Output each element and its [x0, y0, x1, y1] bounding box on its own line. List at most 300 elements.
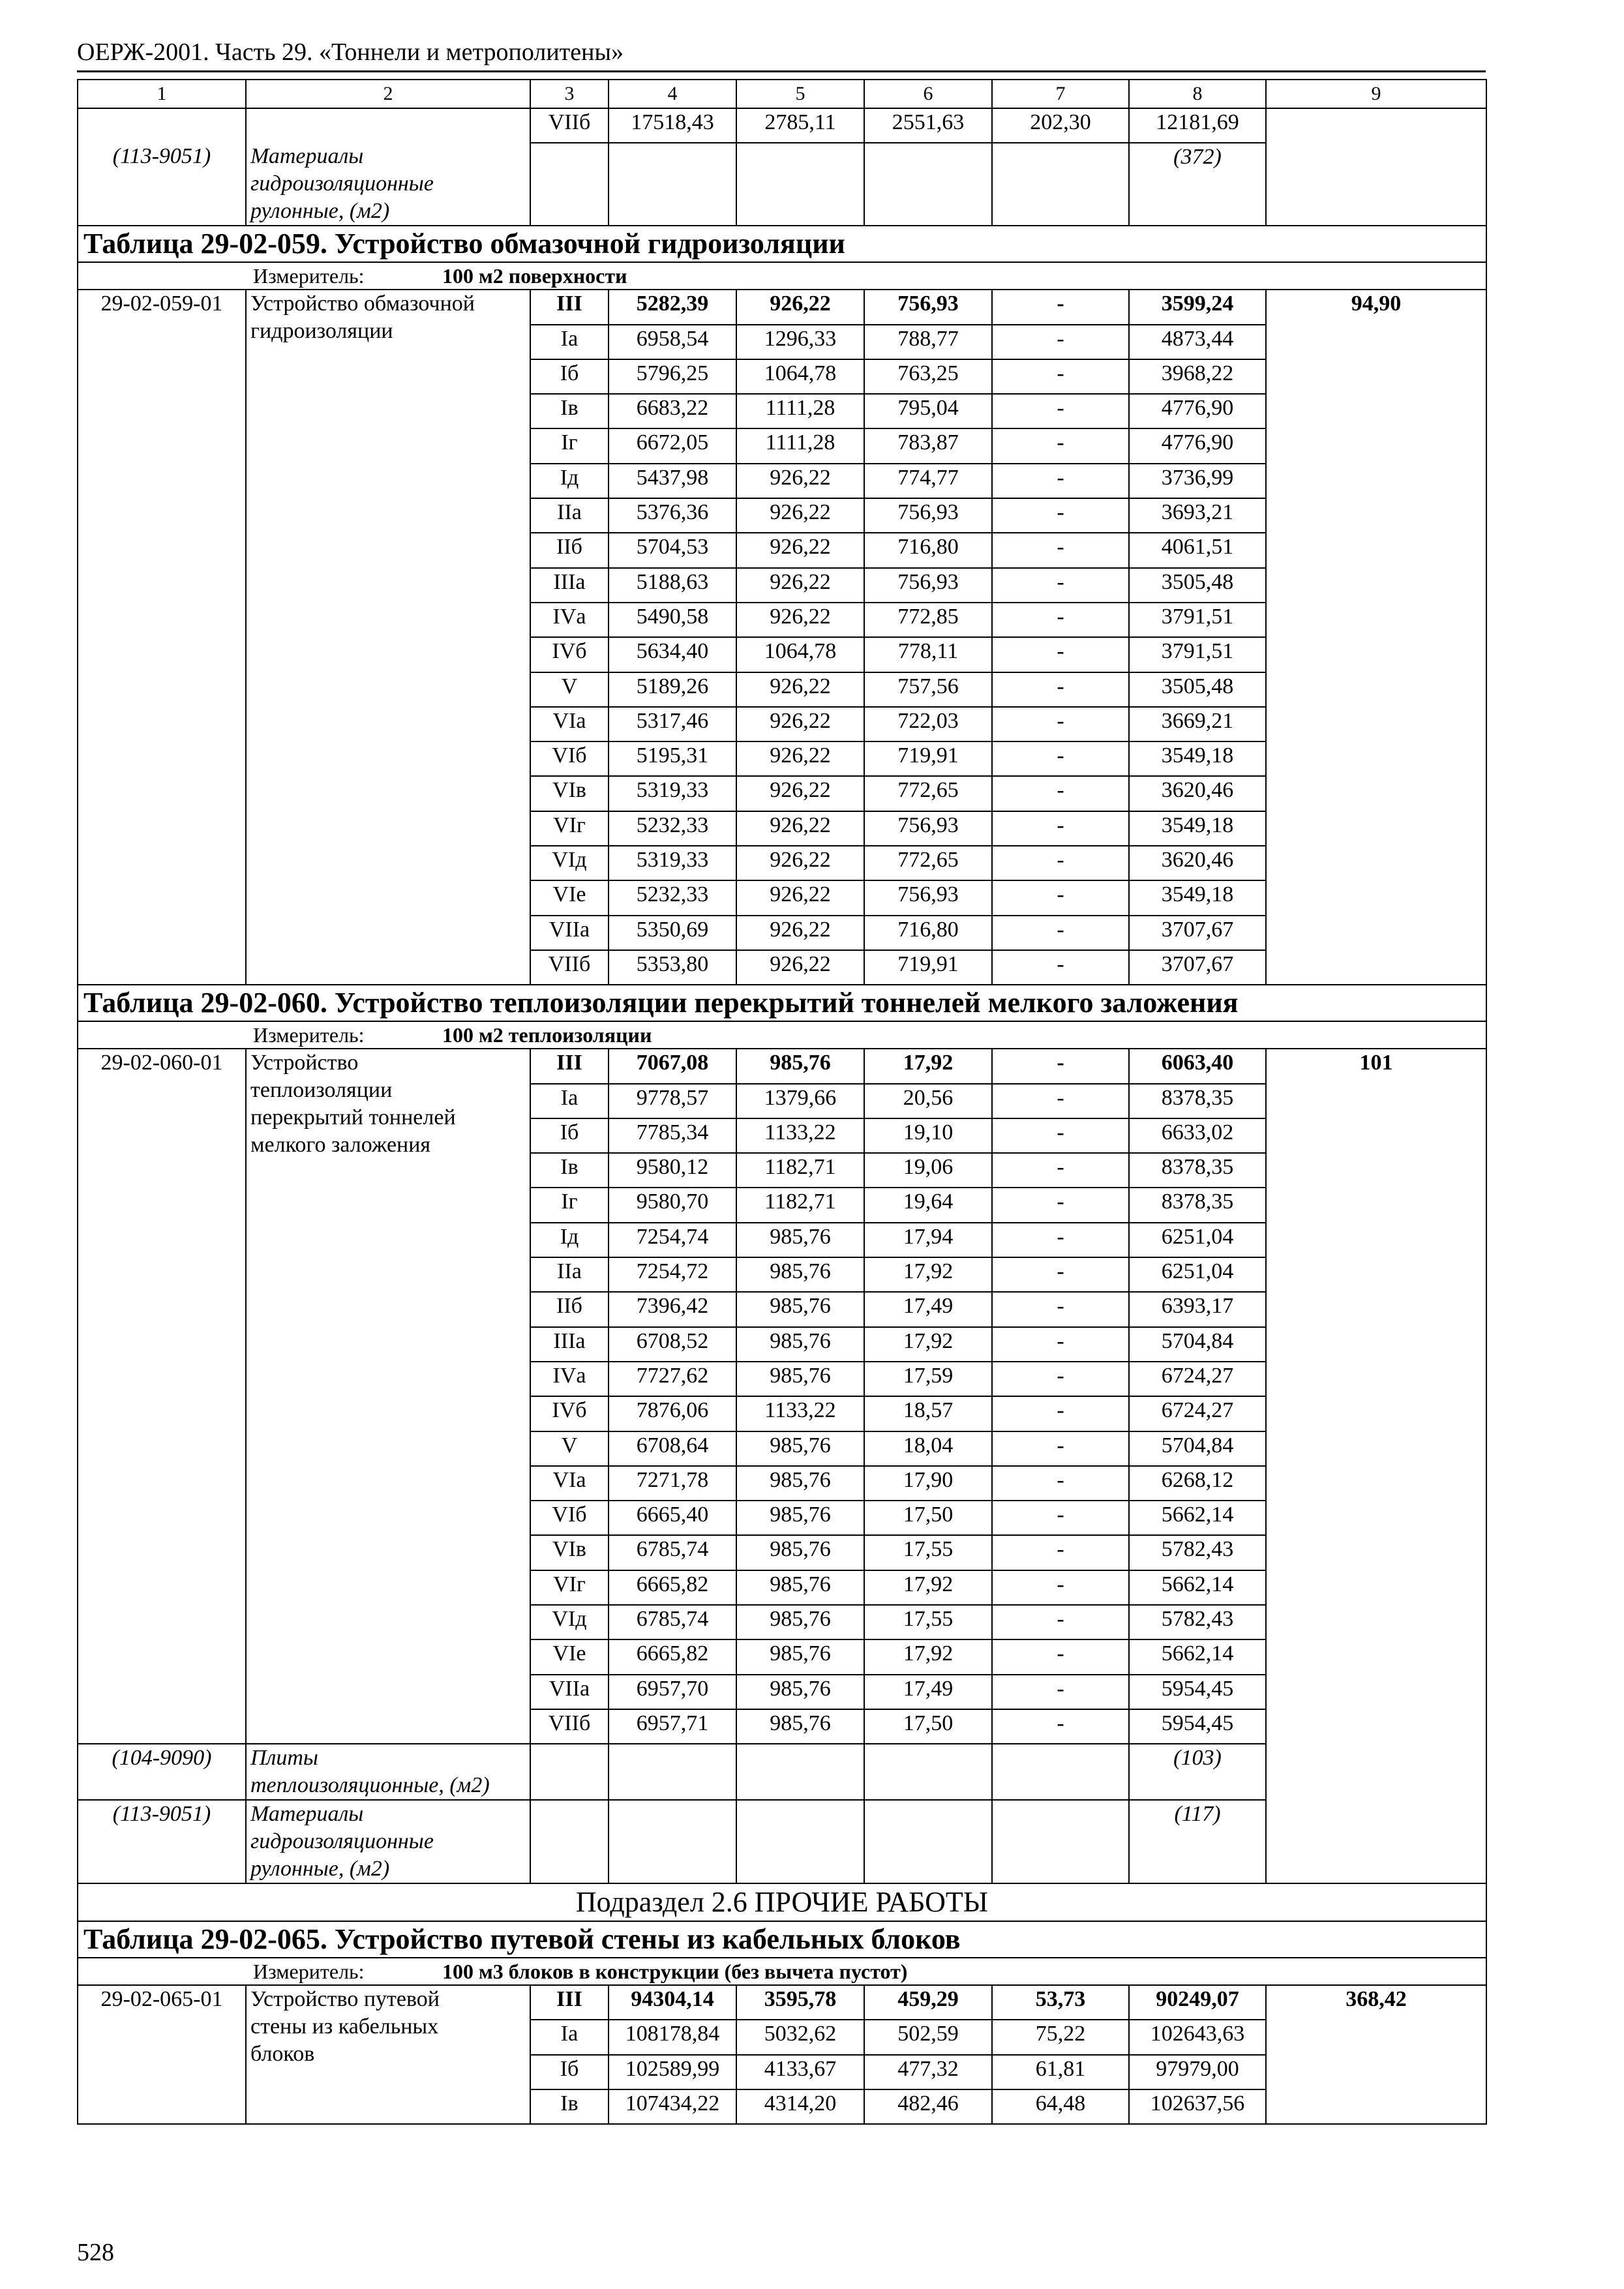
value-c7: -: [992, 1709, 1129, 1744]
value-c7: -: [992, 776, 1129, 811]
value-c6: 17,92: [864, 1639, 992, 1674]
value-c4: 5317,46: [609, 707, 736, 741]
value-c5: 4314,20: [736, 2089, 864, 2124]
zone-cell: Iа: [530, 325, 609, 359]
value-c8: 5662,14: [1129, 1639, 1266, 1674]
rates-table-body: [78, 80, 1486, 2124]
name-line: мелкого заложения: [250, 1133, 431, 1158]
zone-cell: VIа: [530, 1466, 609, 1501]
value-c6: 756,93: [864, 290, 992, 324]
value-c4: 5350,69: [609, 916, 736, 950]
value-c7: -: [992, 1084, 1129, 1118]
value-c7: -: [992, 846, 1129, 880]
value-c4: 6957,71: [609, 1709, 736, 1744]
zone-cell: VIд: [530, 846, 609, 880]
name-line: теплоизоляции: [250, 1078, 393, 1103]
table-row: [78, 1985, 1486, 2020]
value-c8: 4061,51: [1129, 533, 1266, 567]
value-c6: 19,06: [864, 1153, 992, 1188]
value-c5: 985,76: [736, 1327, 864, 1362]
name-line: Устройство путевой: [250, 1987, 440, 2012]
value-c5: 926,22: [736, 672, 864, 707]
value-c4: 5437,98: [609, 464, 736, 498]
zone-cell: Iв: [530, 2089, 609, 2124]
value-c5: 5032,62: [736, 2020, 864, 2054]
value-c7: -: [992, 811, 1129, 846]
value-c5: [736, 1744, 864, 1800]
zone-cell: [530, 143, 609, 226]
zone-cell: IIIа: [530, 1327, 609, 1362]
zone-cell: Iг: [530, 1188, 609, 1222]
value-c6: 756,93: [864, 811, 992, 846]
value-c4: 5189,26: [609, 672, 736, 707]
zone-cell: VIг: [530, 811, 609, 846]
value-c8: 3791,51: [1129, 603, 1266, 637]
value-c6: 17,59: [864, 1362, 992, 1396]
value-c6: 19,10: [864, 1118, 992, 1153]
zone-cell: VIб: [530, 1501, 609, 1535]
column-number: 5: [736, 80, 864, 108]
value-c6: [864, 1800, 992, 1883]
value-c5: 985,76: [736, 1362, 864, 1396]
value-c8: 3549,18: [1129, 811, 1266, 846]
value-c5: 926,22: [736, 533, 864, 567]
material-row: [78, 143, 1486, 226]
value-c4: 6785,74: [609, 1535, 736, 1570]
zone-cell: Iд: [530, 464, 609, 498]
value-c6: 756,93: [864, 568, 992, 603]
name-line: стены из кабельных: [250, 2014, 439, 2039]
value-c8: 12181,69: [1129, 108, 1266, 143]
value-c4: 6672,05: [609, 428, 736, 463]
zone-cell: VIIб: [530, 950, 609, 985]
value-c5: 926,22: [736, 846, 864, 880]
value-c5: 1111,28: [736, 428, 864, 463]
value-c6: 17,94: [864, 1223, 992, 1257]
value-c7: -: [992, 1327, 1129, 1362]
value-c7: -: [992, 1153, 1129, 1188]
measure-row: [78, 1958, 1486, 1985]
value-c4: 94304,14: [609, 1985, 736, 2020]
value-c7: -: [992, 325, 1129, 359]
value-c5: 985,76: [736, 1431, 864, 1466]
value-c7: -: [992, 428, 1129, 463]
value-c6: 17,92: [864, 1570, 992, 1605]
value-c4: 9580,12: [609, 1153, 736, 1188]
zone-cell: IIа: [530, 1257, 609, 1292]
value-c4: 5796,25: [609, 359, 736, 394]
value-c5: 926,22: [736, 950, 864, 985]
value-c5: 985,76: [736, 1501, 864, 1535]
value-c5: 4133,67: [736, 2055, 864, 2089]
value-c7: -: [992, 464, 1129, 498]
material-name: [246, 1744, 530, 1800]
value-c8: 3669,21: [1129, 707, 1266, 741]
value-c7: -: [992, 1188, 1129, 1222]
value-c8: 97979,00: [1129, 2055, 1266, 2089]
value-c4: 6665,82: [609, 1639, 736, 1674]
value-c5: 1379,66: [736, 1084, 864, 1118]
value-c4: 7271,78: [609, 1466, 736, 1501]
value-c7: -: [992, 1396, 1129, 1431]
value-c8: 4873,44: [1129, 325, 1266, 359]
value-c5: 1133,22: [736, 1118, 864, 1153]
value-c7: [992, 1744, 1129, 1800]
value-c5: 1182,71: [736, 1153, 864, 1188]
value-c8: 5954,45: [1129, 1709, 1266, 1744]
zone-cell: [530, 1744, 609, 1800]
value-c8: 3505,48: [1129, 672, 1266, 707]
zone-cell: Iб: [530, 359, 609, 394]
value-c5: 926,22: [736, 603, 864, 637]
zone-cell: III: [530, 1049, 609, 1083]
measure-label: Измеритель:: [253, 264, 365, 288]
value-c6: 778,11: [864, 637, 992, 672]
value-c7: -: [992, 950, 1129, 985]
value-c7: -: [992, 916, 1129, 950]
value-c6: 17,50: [864, 1501, 992, 1535]
value-c7: -: [992, 498, 1129, 533]
value-c6: 756,93: [864, 880, 992, 915]
value-c7: -: [992, 1466, 1129, 1501]
zone-cell: Iг: [530, 428, 609, 463]
value-c6: 722,03: [864, 707, 992, 741]
value-c6: 716,80: [864, 533, 992, 567]
value-c5: 926,22: [736, 464, 864, 498]
column-number: 4: [609, 80, 736, 108]
column-number: 7: [992, 80, 1129, 108]
value-c6: 772,65: [864, 776, 992, 811]
value-c5: 985,76: [736, 1570, 864, 1605]
value-c7: -: [992, 1639, 1129, 1674]
value-c8: 6063,40: [1129, 1049, 1266, 1083]
measure-cell: [78, 262, 1486, 290]
value-c6: 17,49: [864, 1292, 992, 1326]
name-line: теплоизоляционные, (м2): [250, 1773, 490, 1798]
zone-cell: Iв: [530, 394, 609, 428]
name-line: перекрытий тоннелей: [250, 1105, 456, 1130]
value-c6: [864, 1744, 992, 1800]
value-c4: 5319,33: [609, 846, 736, 880]
code-cell: 29-02-059-01: [78, 290, 246, 985]
value-c7: -: [992, 672, 1129, 707]
value-c7: [992, 143, 1129, 226]
value-c6: 719,91: [864, 741, 992, 776]
value-c6: 772,85: [864, 603, 992, 637]
zone-cell: V: [530, 1431, 609, 1466]
zone-cell: IVб: [530, 1396, 609, 1431]
value-c5: 1111,28: [736, 394, 864, 428]
value-c8: 5662,14: [1129, 1570, 1266, 1605]
value-c5: 1064,78: [736, 359, 864, 394]
value-c7: -: [992, 1535, 1129, 1570]
column-number-row: [78, 80, 1486, 108]
zone-cell: VIе: [530, 880, 609, 915]
value-c8: 5704,84: [1129, 1327, 1266, 1362]
value-c8: 3736,99: [1129, 464, 1266, 498]
value-c7: -: [992, 1362, 1129, 1396]
value-c5: 3595,78: [736, 1985, 864, 2020]
zone-cell: VIе: [530, 1639, 609, 1674]
value-c7: -: [992, 1501, 1129, 1535]
name-line: рулонные, (м2): [250, 1857, 390, 1881]
zone-cell: VIIб: [530, 108, 609, 143]
material-code: (113-9051): [78, 1800, 246, 1883]
value-c8: 3707,67: [1129, 950, 1266, 985]
value-c8: 3505,48: [1129, 568, 1266, 603]
value-c7: -: [992, 290, 1129, 324]
value-c6: 788,77: [864, 325, 992, 359]
value-c9: 94,90: [1266, 290, 1486, 985]
value-c4: 6665,82: [609, 1570, 736, 1605]
zone-cell: IVб: [530, 637, 609, 672]
name-line: гидроизоляционные: [250, 172, 434, 196]
value-c8: 4776,90: [1129, 428, 1266, 463]
zone-cell: VIIа: [530, 916, 609, 950]
value-c6: 795,04: [864, 394, 992, 428]
value-c7: -: [992, 394, 1129, 428]
zone-cell: IVа: [530, 1362, 609, 1396]
zone-cell: Iд: [530, 1223, 609, 1257]
value-c4: [609, 1800, 736, 1883]
column-number: 6: [864, 80, 992, 108]
material-code: (113-9051): [78, 143, 246, 226]
value-c6: 756,93: [864, 498, 992, 533]
value-c6: 17,92: [864, 1257, 992, 1292]
value-c5: 1133,22: [736, 1396, 864, 1431]
value-c6: 719,91: [864, 950, 992, 985]
value-c4: 107434,22: [609, 2089, 736, 2124]
table-row: [78, 290, 1486, 324]
zone-cell: Iв: [530, 1153, 609, 1188]
value-c6: 17,90: [864, 1466, 992, 1501]
table-title: Таблица 29-02-059. Устройство обмазочной гидроизоляции: [78, 226, 1486, 262]
value-c4: 5490,58: [609, 603, 736, 637]
measure-row: [78, 1021, 1486, 1049]
value-c4: 5704,53: [609, 533, 736, 567]
column-number: 1: [78, 80, 246, 108]
value-c5: 985,76: [736, 1257, 864, 1292]
value-c6: 477,32: [864, 2055, 992, 2089]
value-c4: 6957,70: [609, 1675, 736, 1709]
name-cell: [246, 1985, 530, 2124]
value-c4: 102589,99: [609, 2055, 736, 2089]
value-c9: 368,42: [1266, 1985, 1486, 2124]
value-c8: 102637,56: [1129, 2089, 1266, 2124]
value-c6: [864, 143, 992, 226]
zone-cell: Iа: [530, 1084, 609, 1118]
value-c7: -: [992, 603, 1129, 637]
value-c8: 8378,35: [1129, 1188, 1266, 1222]
value-c4: 9778,57: [609, 1084, 736, 1118]
measure-label: Измеритель:: [253, 1023, 365, 1047]
material-qty: (103): [1129, 1744, 1266, 1800]
table-row: [78, 1049, 1486, 1083]
value-c7: -: [992, 741, 1129, 776]
value-c5: 1296,33: [736, 325, 864, 359]
value-c7: -: [992, 1118, 1129, 1153]
value-c8: 3599,24: [1129, 290, 1266, 324]
value-c8: 6633,02: [1129, 1118, 1266, 1153]
zone-cell: VIа: [530, 707, 609, 741]
value-c8: 5662,14: [1129, 1501, 1266, 1535]
value-c7: 53,73: [992, 1985, 1129, 2020]
value-c4: 5353,80: [609, 950, 736, 985]
value-c5: 926,22: [736, 707, 864, 741]
value-c5: 926,22: [736, 811, 864, 846]
name-line: Материалы: [250, 144, 364, 169]
value-c8: 5954,45: [1129, 1675, 1266, 1709]
value-c8: 90249,07: [1129, 1985, 1266, 2020]
value-c9: 101: [1266, 1049, 1486, 1883]
material-qty: (117): [1129, 1800, 1266, 1883]
value-c4: 5376,36: [609, 498, 736, 533]
value-c7: -: [992, 1223, 1129, 1257]
value-c5: 926,22: [736, 498, 864, 533]
value-c8: 3693,21: [1129, 498, 1266, 533]
value-c8: 6268,12: [1129, 1466, 1266, 1501]
name-cell: [246, 108, 530, 143]
measure-label: Измеритель:: [253, 1960, 365, 1984]
table-title-row: [78, 1921, 1486, 1958]
value-c6: 18,04: [864, 1431, 992, 1466]
value-c8: 3707,67: [1129, 916, 1266, 950]
value-c6: 774,77: [864, 464, 992, 498]
value-c5: [736, 1800, 864, 1883]
name-line: Плиты: [250, 1746, 318, 1771]
name-line: рулонные, (м2): [250, 199, 390, 224]
zone-cell: V: [530, 672, 609, 707]
value-c7: -: [992, 637, 1129, 672]
value-c5: 926,22: [736, 880, 864, 915]
value-c4: 7727,62: [609, 1362, 736, 1396]
zone-cell: IIа: [530, 498, 609, 533]
code-cell: 29-02-065-01: [78, 1985, 246, 2124]
zone-cell: VIв: [530, 1535, 609, 1570]
value-c6: 482,46: [864, 2089, 992, 2124]
value-c5: [736, 143, 864, 226]
value-c7: -: [992, 1257, 1129, 1292]
measure-value: 100 м2 теплоизоляции: [442, 1023, 652, 1047]
zone-cell: III: [530, 1985, 609, 2020]
value-c4: 5188,63: [609, 568, 736, 603]
zone-cell: Iб: [530, 1118, 609, 1153]
value-c8: 6393,17: [1129, 1292, 1266, 1326]
material-code: (104-9090): [78, 1744, 246, 1800]
value-c5: 985,76: [736, 1223, 864, 1257]
value-c8: 6724,27: [1129, 1396, 1266, 1431]
value-c8: 5782,43: [1129, 1535, 1266, 1570]
material-qty: (372): [1129, 143, 1266, 226]
column-number: 8: [1129, 80, 1266, 108]
value-c7: [992, 1800, 1129, 1883]
zone-cell: IVа: [530, 603, 609, 637]
zone-cell: VIг: [530, 1570, 609, 1605]
value-c7: -: [992, 707, 1129, 741]
value-c6: 20,56: [864, 1084, 992, 1118]
measure-value: 100 м2 поверхности: [442, 264, 627, 288]
value-c4: 7067,08: [609, 1049, 736, 1083]
value-c4: 5232,33: [609, 811, 736, 846]
value-c7: 75,22: [992, 2020, 1129, 2054]
value-c5: 926,22: [736, 290, 864, 324]
value-c8: 6251,04: [1129, 1257, 1266, 1292]
value-c8: 5782,43: [1129, 1605, 1266, 1639]
rates-table: [77, 79, 1487, 2125]
value-c6: 17,49: [864, 1675, 992, 1709]
value-c7: -: [992, 1292, 1129, 1326]
value-c6: 772,65: [864, 846, 992, 880]
value-c7: -: [992, 359, 1129, 394]
value-c5: 985,76: [736, 1639, 864, 1674]
zone-cell: IIIа: [530, 568, 609, 603]
value-c4: 5634,40: [609, 637, 736, 672]
name-cell: [246, 1049, 530, 1744]
zone-cell: IIб: [530, 1292, 609, 1326]
zone-cell: VIд: [530, 1605, 609, 1639]
value-c5: 985,76: [736, 1535, 864, 1570]
value-c5: 1182,71: [736, 1188, 864, 1222]
value-c4: 7785,34: [609, 1118, 736, 1153]
running-header: ОЕРЖ-2001. Часть 29. «Тоннели и метрополитены»: [77, 38, 1486, 72]
value-c8: 8378,35: [1129, 1084, 1266, 1118]
value-c8: 3549,18: [1129, 880, 1266, 915]
value-c4: 6708,52: [609, 1327, 736, 1362]
name-line: Устройство: [250, 1051, 359, 1075]
value-c8: 5704,84: [1129, 1431, 1266, 1466]
value-c4: 108178,84: [609, 2020, 736, 2054]
column-number: 9: [1266, 80, 1486, 108]
name-line: блоков: [250, 2042, 315, 2067]
value-c5: 985,76: [736, 1675, 864, 1709]
value-c6: 19,64: [864, 1188, 992, 1222]
code-cell: [78, 108, 246, 143]
value-c6: 17,55: [864, 1605, 992, 1639]
page-number: 528: [77, 2239, 114, 2266]
value-c4: 7876,06: [609, 1396, 736, 1431]
column-number: 3: [530, 80, 609, 108]
table-title: Таблица 29-02-060. Устройство теплоизоляции перекрытий тоннелей мелкого заложения: [78, 985, 1486, 1021]
value-c5: 926,22: [736, 568, 864, 603]
table-title: Таблица 29-02-065. Устройство путевой стены из кабельных блоков: [78, 1921, 1486, 1958]
zone-cell: VIIа: [530, 1675, 609, 1709]
value-c7: -: [992, 1675, 1129, 1709]
value-c5: 985,76: [736, 1292, 864, 1326]
value-c6: 17,55: [864, 1535, 992, 1570]
value-c6: 763,25: [864, 359, 992, 394]
value-c6: 17,92: [864, 1049, 992, 1083]
value-c9: [1266, 108, 1486, 143]
value-c8: 3620,46: [1129, 776, 1266, 811]
value-c7: -: [992, 1605, 1129, 1639]
value-c8: 3791,51: [1129, 637, 1266, 672]
value-c7: 61,81: [992, 2055, 1129, 2089]
name-cell: [246, 290, 530, 985]
value-c5: 2785,11: [736, 108, 864, 143]
value-c6: 17,92: [864, 1327, 992, 1362]
zone-cell: III: [530, 290, 609, 324]
value-c6: 18,57: [864, 1396, 992, 1431]
value-c4: [609, 143, 736, 226]
value-c7: -: [992, 1431, 1129, 1466]
zone-cell: VIIб: [530, 1709, 609, 1744]
value-c9: [1266, 143, 1486, 226]
value-c6: 757,56: [864, 672, 992, 707]
value-c8: 3620,46: [1129, 846, 1266, 880]
value-c4: 7254,74: [609, 1223, 736, 1257]
zone-cell: IIб: [530, 533, 609, 567]
measure-cell: [78, 1958, 1486, 1985]
